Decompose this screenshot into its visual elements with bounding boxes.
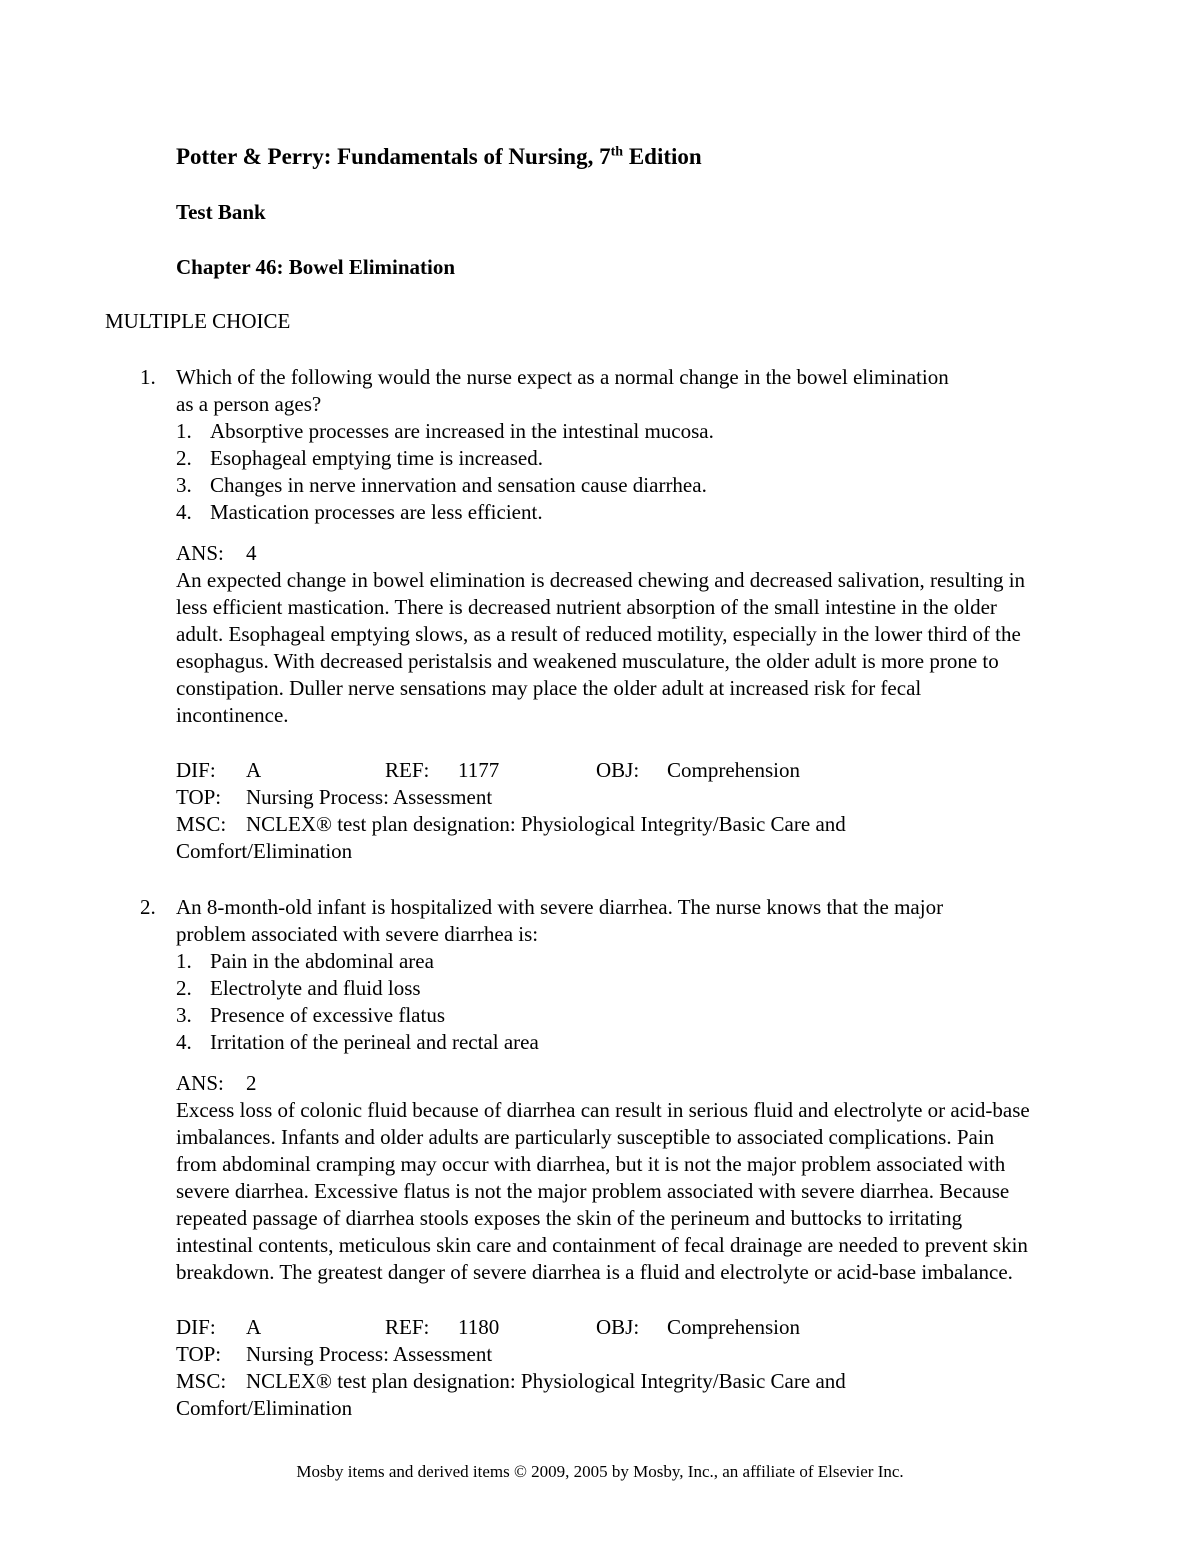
dif-label: DIF: <box>176 1315 216 1339</box>
title-superscript: th <box>610 144 624 160</box>
answer-option <box>176 418 1036 445</box>
answer-label: ANS: <box>176 541 224 565</box>
answer-value: 2 <box>246 1071 257 1095</box>
option-text: Changes in nerve innervation and sensation cause diarrhea. <box>210 473 707 497</box>
dif-value: A <box>246 1315 262 1339</box>
option-number: 1. <box>176 419 192 443</box>
answer-key <box>176 540 1036 567</box>
option-text: Esophageal emptying time is increased. <box>210 446 543 470</box>
document-title <box>176 144 702 170</box>
option-number: 1. <box>176 949 192 973</box>
difficulty-row <box>176 1314 1036 1341</box>
msc-continuation <box>176 1395 1036 1422</box>
answer-option <box>176 1002 1036 1029</box>
question-body <box>176 364 1036 865</box>
msc-value: NCLEX® test plan designation: Physiological Integrity/Basic Care and <box>246 1369 846 1393</box>
msc-row <box>176 1368 1036 1395</box>
question-number: 1. <box>140 365 156 389</box>
question-stem: Which of the following would the nurse expect as a normal change in the bowel elimination as a person ages? <box>176 365 949 416</box>
copyright-footer: Mosby items and derived items © 2009, 2005 by Mosby, Inc., an affiliate of Elsevier Inc. <box>296 1462 904 1481</box>
option-number: 3. <box>176 473 192 497</box>
difficulty-row <box>176 757 1036 784</box>
ref-value: 1177 <box>458 758 500 782</box>
option-text: Pain in the abdominal area <box>210 949 434 973</box>
answer-label: ANS: <box>176 1071 224 1095</box>
ref-label: REF: <box>385 1315 430 1339</box>
msc-label: MSC: <box>176 1369 227 1393</box>
answer-option <box>176 499 1036 526</box>
answer-key <box>176 1070 1036 1097</box>
obj-label: OBJ: <box>596 758 640 782</box>
option-text: Electrolyte and fluid loss <box>210 976 421 1000</box>
option-text: Presence of excessive flatus <box>210 1003 445 1027</box>
option-number: 2. <box>176 976 192 1000</box>
msc-cont-value: Comfort/Elimination <box>176 1396 353 1420</box>
ref-value: 1180 <box>458 1315 500 1339</box>
answer-option <box>176 948 1036 975</box>
section-heading: MULTIPLE CHOICE <box>105 309 291 333</box>
msc-label: MSC: <box>176 812 227 836</box>
answer-option <box>176 472 1036 499</box>
obj-label: OBJ: <box>596 1315 640 1339</box>
option-text: Irritation of the perineal and rectal area <box>210 1030 539 1054</box>
answer-rationale: An expected change in bowel elimination is decreased chewing and decreased salivation, resulting in less efficient mastication. There is decreased nutrient absorption of the small intestine in the older adult. Esophageal emptying slows, as a result of reduced motility, especially in the lower third of the esophagus. With decreased peristalsis and weakened musculature, the older adult is more prone to constipation. Duller nerve sensations may place the older adult at increased risk for fecal incontinence. <box>176 568 1026 727</box>
answer-value: 4 <box>246 541 257 565</box>
option-number: 4. <box>176 1030 192 1054</box>
question-body <box>176 894 1036 1422</box>
question-stem: An 8-month-old infant is hospitalized with severe diarrhea. The nurse knows that the major problem associated with severe diarrhea is: <box>176 895 944 946</box>
dif-label: DIF: <box>176 758 216 782</box>
answer-option <box>176 445 1036 472</box>
topic-row <box>176 784 1036 811</box>
top-label: TOP: <box>176 1342 222 1366</box>
msc-row <box>176 811 1036 838</box>
title-text: Potter & Perry: Fundamentals of Nursing, 7 <box>176 144 611 169</box>
topic-row <box>176 1341 1036 1368</box>
chapter-heading: Chapter 46: Bowel Elimination <box>176 255 456 279</box>
top-label: TOP: <box>176 785 222 809</box>
obj-value: Comprehension <box>667 758 800 782</box>
option-text: Absorptive processes are increased in the intestinal mucosa. <box>210 419 714 443</box>
option-number: 3. <box>176 1003 192 1027</box>
answer-option <box>176 1029 1036 1056</box>
msc-continuation <box>176 838 1036 865</box>
answer-rationale: Excess loss of colonic fluid because of diarrhea can result in serious fluid and electrolyte or acid-base imbalances. Infants and older adults are particularly susceptible to associated complications. Pain from abdominal cramping may occur with diarrhea, but it is not the major problem associated with severe diarrhea. Excessive flatus is not the major problem associated with severe diarrhea. Because repeated passage of diarrhea stools exposes the skin of the perineum and buttocks to irritating intestinal contents, meticulous skin care and containment of fecal drainage are needed to prevent skin breakdown. The greatest danger of severe diarrhea is a fluid and electrolyte or acid-base imbalance. <box>176 1098 1030 1284</box>
msc-cont-value: Comfort/Elimination <box>176 839 353 863</box>
option-number: 4. <box>176 500 192 524</box>
msc-value: NCLEX® test plan designation: Physiological Integrity/Basic Care and <box>246 812 846 836</box>
dif-value: A <box>246 758 262 782</box>
option-text: Mastication processes are less efficient. <box>210 500 543 524</box>
option-number: 2. <box>176 446 192 470</box>
top-value: Nursing Process: Assessment <box>246 785 493 809</box>
document-subtitle: Test Bank <box>176 200 266 224</box>
question-number: 2. <box>140 895 156 919</box>
ref-label: REF: <box>385 758 430 782</box>
top-value: Nursing Process: Assessment <box>246 1342 493 1366</box>
obj-value: Comprehension <box>667 1315 800 1339</box>
title-edition: Edition <box>623 144 702 169</box>
answer-option <box>176 975 1036 1002</box>
